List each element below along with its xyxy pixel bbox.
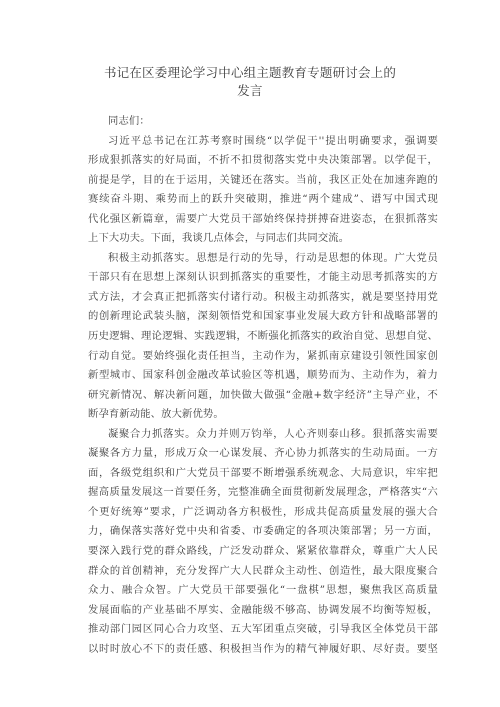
paragraph-line: 赛续奋斗期、乘势而上的跃升突破期，推进“两个建成”、谱写中国式现: [88, 193, 438, 206]
paragraph-line: 以时时放心不下的责任感、积极担当作为的精气神履好职、尽好责。要坚: [88, 642, 438, 655]
document-title-line-2: 发言: [237, 83, 263, 98]
document-body: [88, 112, 438, 659]
paragraph-line: 群众的首创精神，充分发挥广大人民群众主动性、创造性，最大限度聚合: [88, 564, 438, 577]
paragraph-line: 形成狠抓落实的好局面，不折不扣贯彻落实党中央决策部署。以学促干，: [88, 154, 438, 167]
paragraph-line: 握高质量发展这一首要任务，完整准确全面贯彻新发展理念，严格落实“六: [88, 486, 438, 499]
paragraph-line: 行动自觉。要始终强化责任担当，主动作为，紧抓南京建设引领性国家创: [88, 349, 438, 362]
paragraph-line: 的创新理论武装头脑，深刻领悟党和国家事业发展大政方针和战略部署的: [88, 310, 438, 323]
document-title-line-1: 书记在区委理论学习中心组主题教育专题研讨会上的: [103, 65, 397, 80]
paragraph-line: 众力、融合众智。广大党员干部要强化“一盘棋”思想，聚焦我区高质量: [88, 584, 438, 597]
paragraph-line: 上下大功夫。下面，我谈几点体会，与同志们共同交流。: [88, 232, 350, 245]
paragraph-line: 力，确保落实落好党中央和省委、市委确定的各项决策部署；另一方面，: [88, 525, 438, 538]
paragraph-line: 历史逻辑、理论逻辑、实践逻辑，不断强化抓落实的政治自觉、思想自觉、: [88, 330, 438, 343]
paragraph-line: 个更好统筹”要求，广泛调动各方积极性，形成共促高质量发展的强大合: [88, 505, 438, 518]
salutation: 同志们：: [108, 115, 150, 127]
paragraph-line: 凝聚合力抓落实。众力并则万钧举，人心齐则泰山移。狠抓落实需要: [108, 427, 438, 440]
paragraph-line: 式方法，才会真正把抓落实付诸行动。积极主动抓落实，就是要坚持用党: [88, 290, 438, 303]
paragraph-line: 发展面临的产业基础不厚实、金融能级不够高、协调发展不均衡等短板，: [88, 603, 438, 616]
paragraph-line: 前提是学，目的在于运用，关键还在落实。当前，我区正处在加速奔跑的: [88, 173, 438, 186]
paragraph-line: 新型城市、国家科创金融改革试验区等机遇，顺势而为、主动作为，着力: [88, 369, 438, 382]
paragraph-line: 面，各级党组织和广大党员干部要不断增强系统观念、大局意识，牢牢把: [88, 466, 438, 479]
paragraph-line: 积极主动抓落实。思想是行动的先导，行动是思想的体现。广大党员: [108, 251, 438, 264]
paragraph-line: 干部只有在思想上深刻认识到抓落实的重要性，才能主动思考抓落实的方: [88, 271, 438, 284]
paragraph-line: 习近平总书记在江苏考察时围绕“以学促干''提出明确要求，强调要: [108, 134, 438, 147]
paragraph-line: 代化强区新篇章，需要广大党员干部始终保持拼搏奋进姿态，在狠抓落实: [88, 212, 438, 225]
paragraph-line: 要深入践行党的群众路线，广泛发动群众、紧紧依靠群众，尊重广大人民: [88, 545, 438, 558]
paragraph-line: 断孕育新动能、放大新优势。: [88, 408, 224, 421]
paragraph-line: 研究新情况、解决新问题，加快做大做强“金融+数字经济”主导产业，不: [88, 388, 438, 401]
paragraph-line: 凝聚各方力量，形成万众一心谋发展、齐心协力抓落实的生动局面。一方: [88, 447, 438, 460]
paragraph-line: 推动部门园区同心合力攻坚、五大军团重点突破，引导我区全体党员干部: [88, 623, 438, 636]
